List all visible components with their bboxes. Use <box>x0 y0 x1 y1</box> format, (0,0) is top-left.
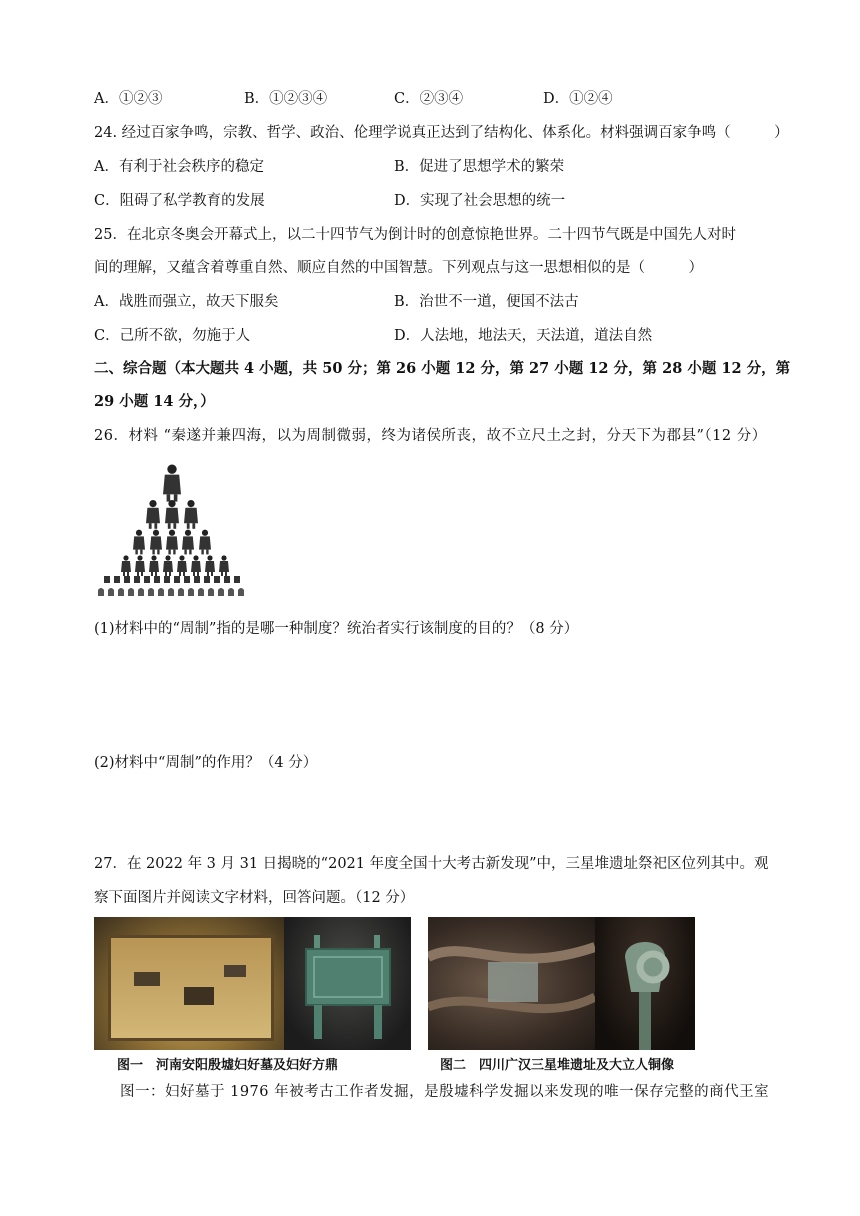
q25-option-b: B．治世不一道，便国不法古 <box>394 294 579 310</box>
q23-option-a: A．①②③ <box>94 91 163 107</box>
feudal-hierarchy-pyramid-figure <box>94 460 254 610</box>
q24-stem: 24. 经过百家争鸣，宗教、哲学、政治、伦理学说真正达到了结构化、体系化。材料强调百家争鸣（ ） <box>94 125 789 141</box>
q24-option-c: C．阻碍了私学教育的发展 <box>94 193 265 209</box>
q23-option-d: D．①②④ <box>543 91 613 107</box>
q25-option-a: A．战胜而强立，故天下服矣 <box>94 294 279 310</box>
q26-subquestion-1: (1)材料中的“周制”指的是哪一种制度？统治者实行该制度的目的？（8 分） <box>94 621 579 637</box>
q23-option-c: C．②③④ <box>394 91 464 107</box>
q26-material: 26．材料 “秦遂并兼四海，以为周制微弱，终为诸侯所丧，故不立尺土之封，分天下为郡县”（12 分） <box>94 428 767 444</box>
q27-material-text: 图一：妇好墓于 1976 年被考古工作者发掘，是殷墟科学发掘以来发现的唯一保存完整的商代王室 <box>120 1084 770 1100</box>
q24-option-d: D．实现了社会思想的统一 <box>394 193 566 209</box>
q24-option-a: A．有利于社会秩序的稳定 <box>94 159 264 175</box>
sanxingdui-excavation-photo <box>428 917 595 1050</box>
q25-stem-line1: 25．在北京冬奥会开幕式上，以二十四节气为倒计时的创意惊艳世界。二十四节气既是中国先人对时 <box>94 227 736 243</box>
section2-heading-line2: 29 小题 14 分，） <box>94 393 215 410</box>
q25-option-c: C．己所不欲，勿施于人 <box>94 328 251 344</box>
q24-option-b: B．促进了思想学术的繁荣 <box>394 159 565 175</box>
section2-heading-line1: 二、综合题（本大题共 4 小题，共 50 分；第 26 小题 12 分，第 27 小题 12 分，第 28 小题 12 分，第 <box>94 360 791 377</box>
sanxingdui-bronze-statue-photo <box>595 917 695 1050</box>
figure2-caption: 图二 四川广汉三星堆遗址及大立人铜像 <box>440 1057 675 1072</box>
q27-stem-line1: 27．在 2022 年 3 月 31 日揭晓的“2021 年度全国十大考古新发现”中，三星堆遗址祭祀区位列其中。观 <box>94 856 769 872</box>
q26-subquestion-2: (2)材料中“周制”的作用？（4 分） <box>94 755 318 771</box>
fuhao-square-ding-photo <box>284 917 411 1050</box>
q27-stem-line2: 察下面图片并阅读文字材料，回答问题。（12 分） <box>94 890 415 906</box>
q23-option-b: B．①②③④ <box>244 91 328 107</box>
q25-stem-line2: 间的理解，又蕴含着尊重自然、顺应自然的中国智慧。下列观点与这一思想相似的是（ ） <box>94 260 703 276</box>
figure1-caption: 图一 河南安阳殷墟妇好墓及妇好方鼎 <box>117 1057 339 1072</box>
q25-option-d: D．人法地，地法天，天法道，道法自然 <box>394 328 653 344</box>
fuhao-tomb-photo <box>94 917 284 1050</box>
